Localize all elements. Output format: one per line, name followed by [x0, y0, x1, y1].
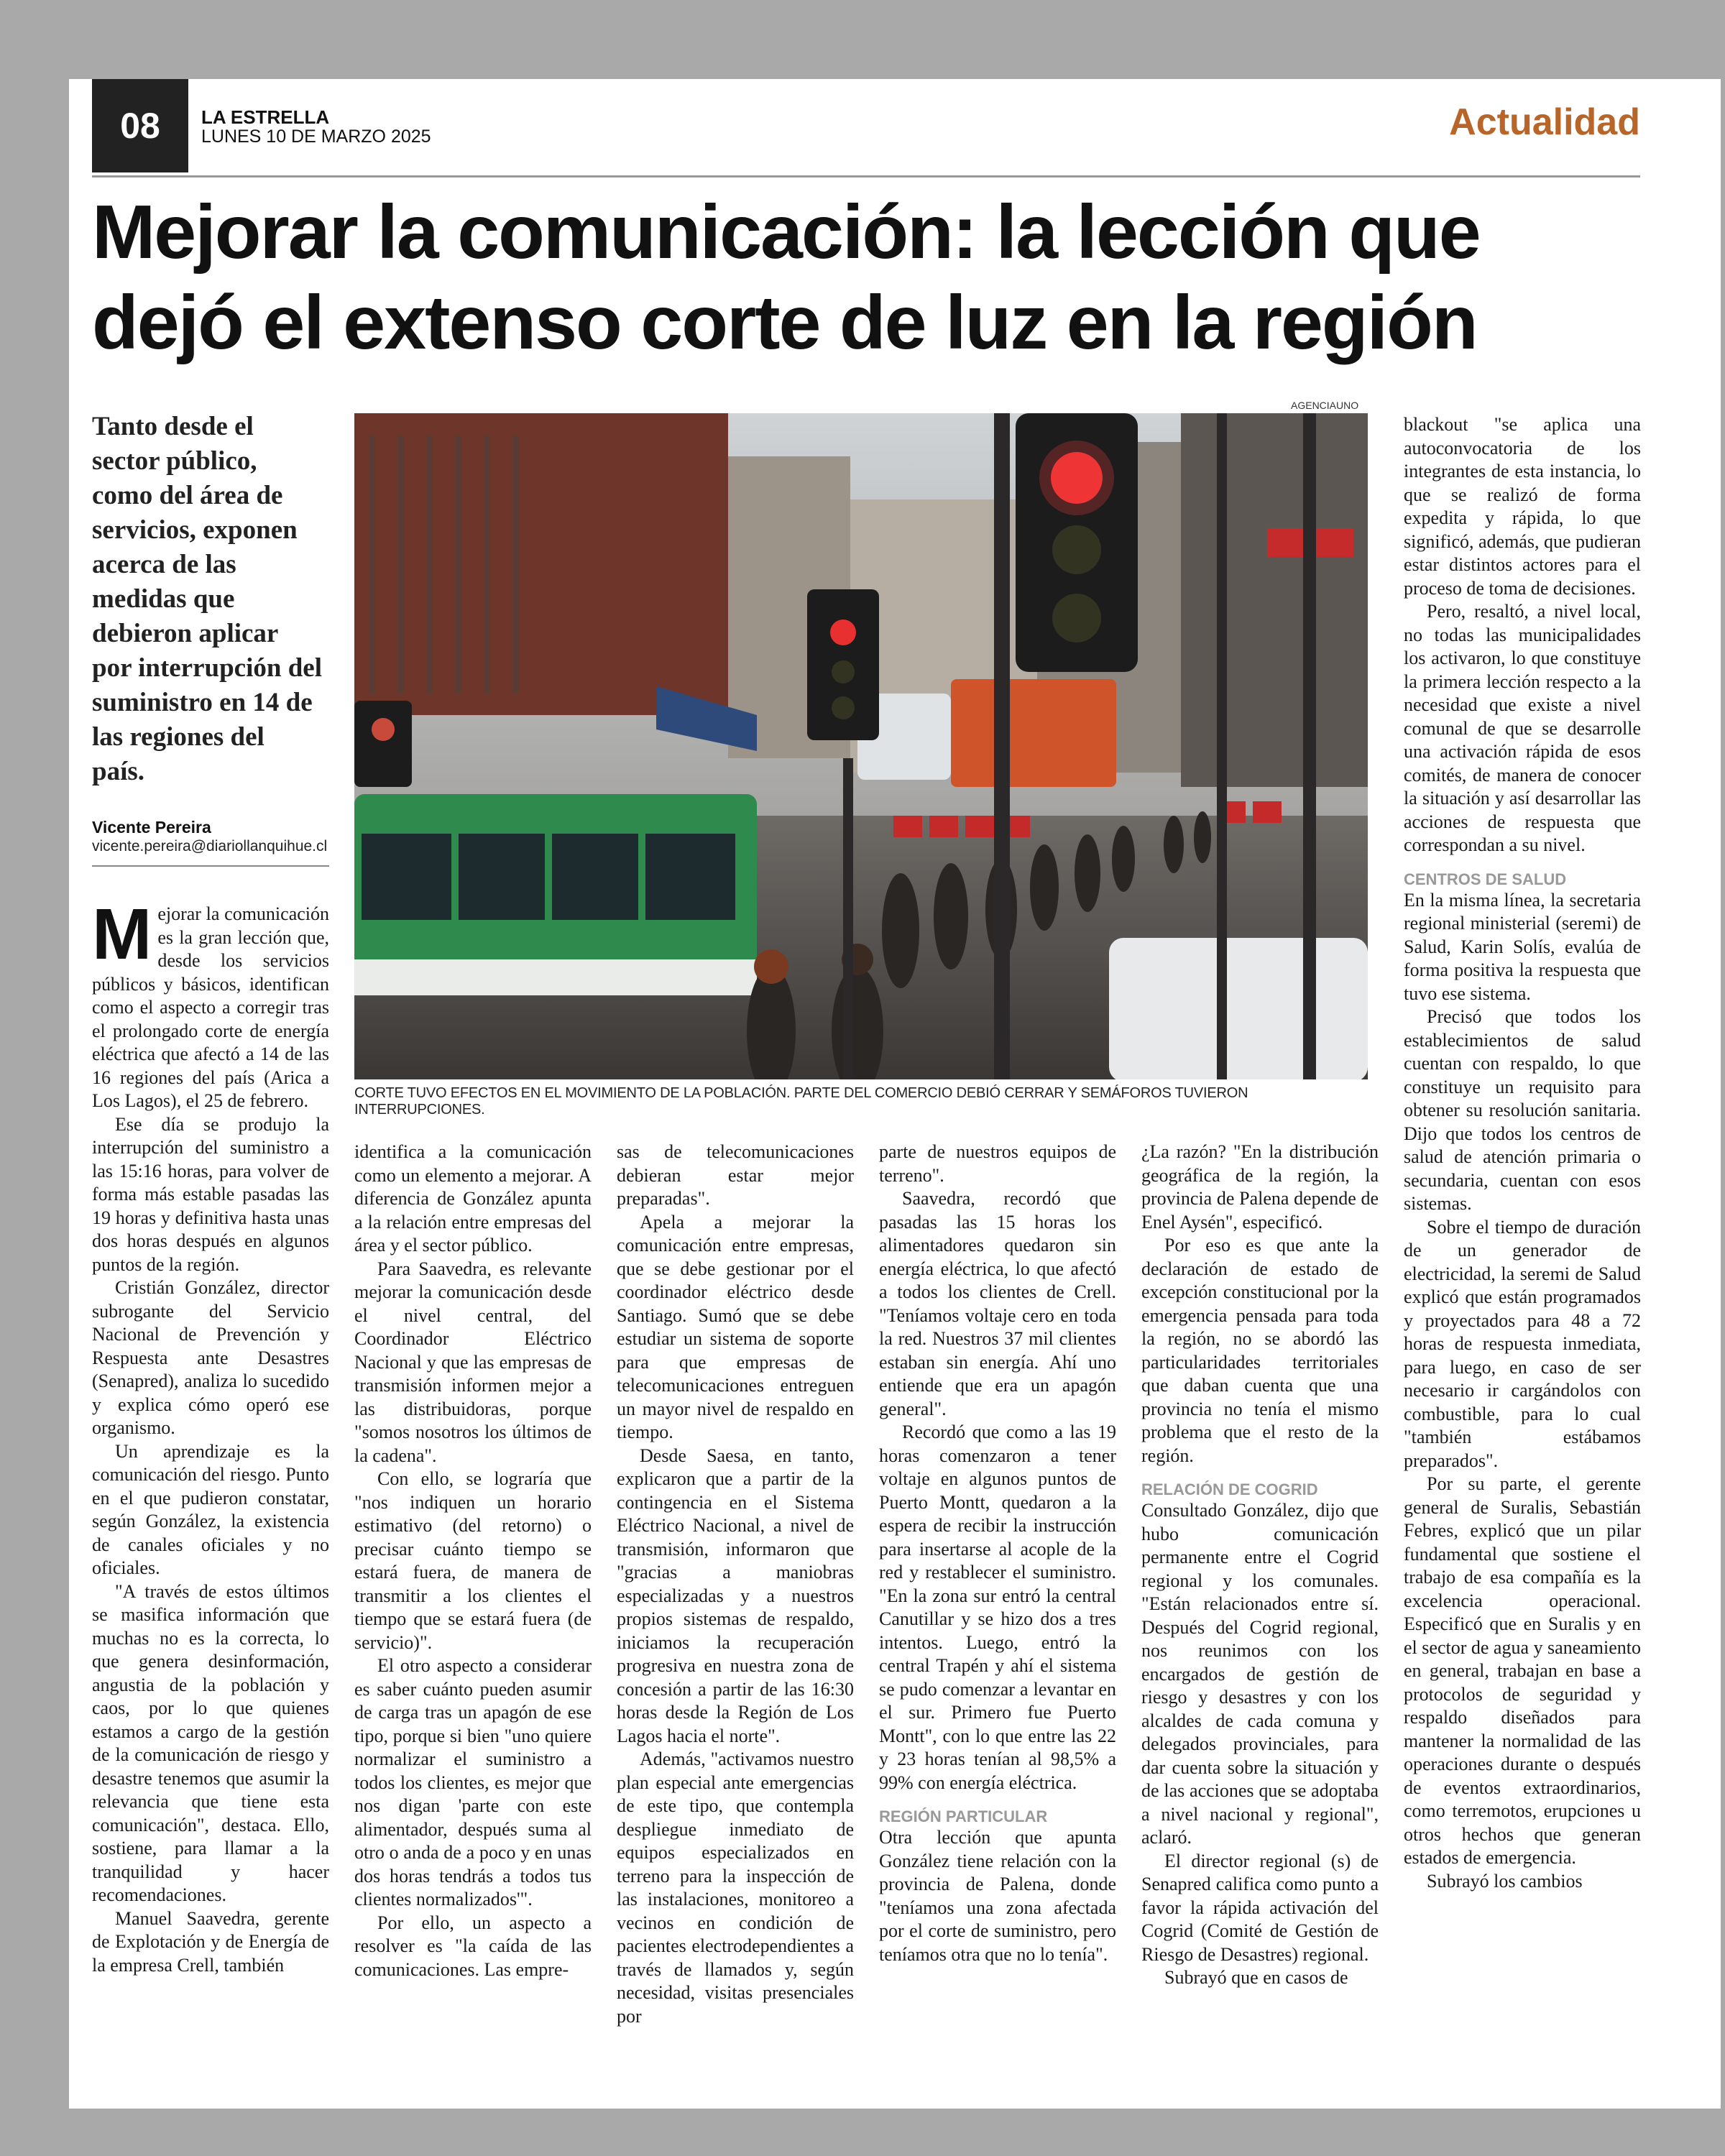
- article-column-5: [1141, 1141, 1379, 1990]
- section-title: Actualidad: [1449, 101, 1640, 143]
- body-paragraph: Por ello, un aspecto a resolver es "la caída de las comunicaciones. Las empre-: [354, 1912, 592, 1980]
- body-paragraph: Sobre el tiempo de duración de un generador de electricidad, la seremi de Salud explicó que están programados y proyectados para 48 a 72 horas de respuesta inmediata, para luego, en caso de ser necesario ir cargándolos con combustible, para lo cual "también estábamos preparados".: [1404, 1216, 1641, 1471]
- newspaper-page: [69, 79, 1721, 2109]
- body-paragraph: Con ello, se lograría que "nos indiquen un horario estimativo (del retorno) o precisar cuánto tiempo se estará fuera, de manera de transmitir a los clientes el tiempo que se estará fuera (de servicio)".: [354, 1468, 592, 1653]
- article-column-4: [879, 1141, 1116, 1966]
- body-paragraph: El otro aspecto a considerar es saber cuánto pueden asumir de carga tras un apagón de ese tipo, porque si bien "uno quiere normalizar el suministro a todos los clientes, es mejor que nos digan 'parte con este alimentador, después suma al otro o anda de a poco y en unas dos horas tendrás a todos tus clientes normalizados'".: [354, 1655, 592, 1909]
- body-paragraph: Cristián González, director subrogante del Servicio Nacional de Prevención y Respuesta ante Desastres (Senapred), analiza lo sucedido y explica cómo operó ese organismo.: [92, 1277, 329, 1438]
- byline-name: Vicente Pereira: [92, 818, 211, 837]
- subheading: REGIÓN PARTICULAR: [879, 1807, 1048, 1825]
- body-paragraph: Pero, resaltó, a nivel local, no todas las municipalidades los activaron, lo que constituye la primera lección respecto a la necesidad que existe a nivel comunal de que se desarrolle una activación rápida de esos comités, de manera de conocer la situación y así desarrollar las acciones de respuesta que correspondan a su nivel.: [1404, 601, 1641, 855]
- publication-name: LA ESTRELLA: [201, 106, 330, 128]
- headline: Mejorar la comunicación: la lección que dejó el extenso corte de luz en la región: [92, 190, 1480, 365]
- lead-text: ejorar la comunicación es la gran lección que, desde los servicios públicos y básicos, identifican como el aspecto a corregir tras el prolongado corte de energía eléctrica que afectó a 14 de las 16 regiones del país (Arica a Los Lagos), el 25 de febrero.: [92, 903, 329, 1111]
- body-paragraph: parte de nuestros equipos de terreno".: [879, 1141, 1116, 1186]
- body-paragraph: Para Saavedra, es relevante mejorar la comunicación desde el nivel central, del Coordinador Eléctrico Nacional y que las empresas de transmisión informen mejor a las distribuidoras, porque "somos nosotros los últimos de la cadena".: [354, 1258, 592, 1466]
- article-column-3: [617, 1141, 854, 2028]
- article-column-6: [1404, 413, 1641, 1893]
- body-paragraph: "A través de estos últimos se masifica información que muchas no es la correcta, lo que genera desinformación, angustia de la población y caos, por lo que quienes estamos a cargo de la gestión de la comunicación de riesgo y desastre tenemos que asumir la relevancia que tiene esta comunicación", destaca. Ello, sostiene, para llamar a la tranquilidad y hacer recomendaciones.: [92, 1580, 329, 1905]
- body-paragraph: Consultado González, dijo que hubo comunicación permanente entre el Cogrid regional y los comunales. "Están relacionados entre sí. Después del Cogrid regional, nos reunimos con los encargados de gestión de riesgo y desastres y con los alcaldes de cada comuna y delegados provinciales, para dar cuenta sobre la situación y de las acciones que se adoptaba a nivel nacional y regional", aclaró.: [1141, 1500, 1379, 1848]
- street-scene-illustration: [354, 413, 1368, 1079]
- body-paragraph: Desde Saesa, en tanto, explicaron que a partir de la contingencia en el Sistema Eléctrico Nacional, a nivel de transmisión, informaron que "gracias a maniobras especializadas y a nuestros propios sistemas de respaldo, iniciamos la recuperación progresiva en nuestra zona de concesión a partir de las 16:30 horas desde la Región de Los Lagos hacia el norte".: [617, 1445, 854, 1746]
- body-paragraph: ¿La razón? "En la distribución geográfica de la región, la provincia de Palena depende de Enel Aysén", especificó.: [1141, 1141, 1379, 1233]
- body-paragraph: Subrayó los cambios: [1427, 1870, 1583, 1892]
- body-paragraph: Ese día se produjo la interrupción del suministro a las 15:16 horas, para volver de forma más estable pasadas las 19 horas y definitiva hasta unas dos horas después en algunos puntos de la región.: [92, 1113, 329, 1275]
- body-paragraph: blackout "se aplica una autoconvocatoria de los integrantes de esta instancia, lo que se realizó de forma expedita y rápida, lo que significó, además, que pudieran estar distintos actores para el proceso de toma de decisiones.: [1404, 414, 1641, 599]
- body-paragraph: Recordó que como a las 19 horas comenzaron a tener voltaje en algunos puntos de Puerto Montt, quedaron a la espera de recibir la instrucción para insertarse al acople de la red y restablecer el suministro. "En la zona sur entró la central Canutillar y se hizo dos a tres intentos. Luego, entró la central Trapén y ahí el sistema se pudo comenzar a levantar en el sur. Primero fue Puerto Montt", con lo que entre las 22 y 23 horas tenían al 98,5% a 99% con energía eléctrica.: [879, 1422, 1116, 1793]
- article-column-1: [92, 894, 329, 1977]
- page-number: 08: [92, 79, 188, 172]
- subheading: CENTROS DE SALUD: [1404, 870, 1567, 888]
- body-paragraph: identifica a la comunicación como un elemento a mejorar. A diferencia de González apunta a la relación entre empresas del área y el sector público.: [354, 1141, 592, 1256]
- body-paragraph: Saavedra, recordó que pasadas las 15 horas los alimentadores quedaron sin energía eléctrica, lo que afectó a todos los clientes de Crell. "Teníamos voltaje cero en toda la red. Nuestros 37 mil clientes estaban sin energía. Ahí uno entiende que era un apagón general".: [879, 1188, 1116, 1419]
- header-divider: [92, 175, 1640, 178]
- body-paragraph: Manuel Saavedra, gerente de Explotación y de Energía de la empresa Crell, también: [92, 1907, 329, 1976]
- deck-summary: Tanto desde el sector público, como del área de servicios, exponen acerca de las medidas que debieron aplicar por interrupción del suministro en 14 de las regiones del país.: [92, 412, 322, 786]
- body-paragraph: El director regional (s) de Senapred califica como punto a favor la rápida activación del Cogrid (Comité de Gestión de Riesgo de Desastres) regional.: [1141, 1850, 1379, 1965]
- publication-date: LUNES 10 DE MARZO 2025: [201, 126, 431, 147]
- body-paragraph: En la misma línea, la secretaria regional ministerial (seremi) de Salud, Karin Solís, evalúa de forma positiva la respuesta que tuvo ese sistema.: [1404, 889, 1641, 1004]
- subheading: RELACIÓN DE COGRID: [1141, 1480, 1318, 1498]
- body-paragraph: Otra lección que apunta González tiene relación con la provincia de Palena, donde "teníamos una zona afectada por el corte de suministro, pero teníamos otra que no lo tenía".: [879, 1827, 1116, 1965]
- body-paragraph: Un aprendizaje es la comunicación del riesgo. Punto en el que pudieron constatar, según González, la existencia de canales oficiales y no oficiales.: [92, 1440, 329, 1578]
- article-column-2: [354, 1141, 592, 1981]
- body-paragraph: Subrayó que en casos de: [1164, 1967, 1348, 1988]
- body-paragraph: Apela a mejorar la comunicación entre empresas, que se debe gestionar por el coordinador eléctrico desde Santiago. Sumó que se debe estudiar un sistema de soporte para que empresas de telecomunicaciones entreguen un mayor nivel de respaldo en tiempo.: [617, 1211, 854, 1442]
- body-paragraph: Además, "activamos nuestro plan especial ante emergencias de este tipo, que contempla despliegue inmediato de equipos especializados en terreno para la inspección de las instalaciones, monitoreo a vecinos en condición de pacientes electrodependientes a través de llamados y, según necesidad, visitas presenciales por: [617, 1749, 854, 2027]
- body-paragraph: Precisó que todos los establecimientos de salud cuentan con respaldo, lo que constituye un requisito para obtener su resolución sanitaria. Dijo que todos los centros de salud de atención primaria o secundaria, cuentan con esos sistemas.: [1404, 1006, 1641, 1214]
- lead-paragraph: [92, 894, 329, 1113]
- photo-caption: CORTE TUVO EFECTOS EN EL MOVIMIENTO DE LA POBLACIÓN. PARTE DEL COMERCIO DEBIÓ CERRAR Y SEMÁFOROS TUVIERON INTERRUPCIONES.: [354, 1085, 1248, 1118]
- article-photo: [354, 413, 1368, 1079]
- photo-credit: AGENCIAUNO: [1291, 400, 1359, 411]
- body-paragraph: sas de telecomunicaciones debieran estar mejor preparadas".: [617, 1141, 854, 1209]
- body-paragraph: Por eso es que ante la declaración de estado de excepción constitucional por la emergencia pensada para toda la región, no se abordó las particularidades territoriales que daban cuenta que una provincia no tenía el mismo problema que el resto de la región.: [1141, 1235, 1379, 1466]
- byline-email: vicente.pereira@diariollanquihue.cl: [92, 838, 328, 854]
- drop-cap: M: [92, 894, 152, 975]
- body-paragraph: Por su parte, el gerente general de Suralis, Sebastián Febres, explicó que un pilar fundamental que sostiene el trabajo de esa compañía es la excelencia operacional. Especificó que en Suralis y en el sector de agua y saneamiento en general, trabajan en base a protocolos de seguridad y respaldo diseñados para mantener la normalidad de las operaciones durante o después de eventos extraordinarios, como terremotos, erupciones u otros hechos que generan estados de emergencia.: [1404, 1473, 1641, 1868]
- byline-divider: [92, 865, 329, 867]
